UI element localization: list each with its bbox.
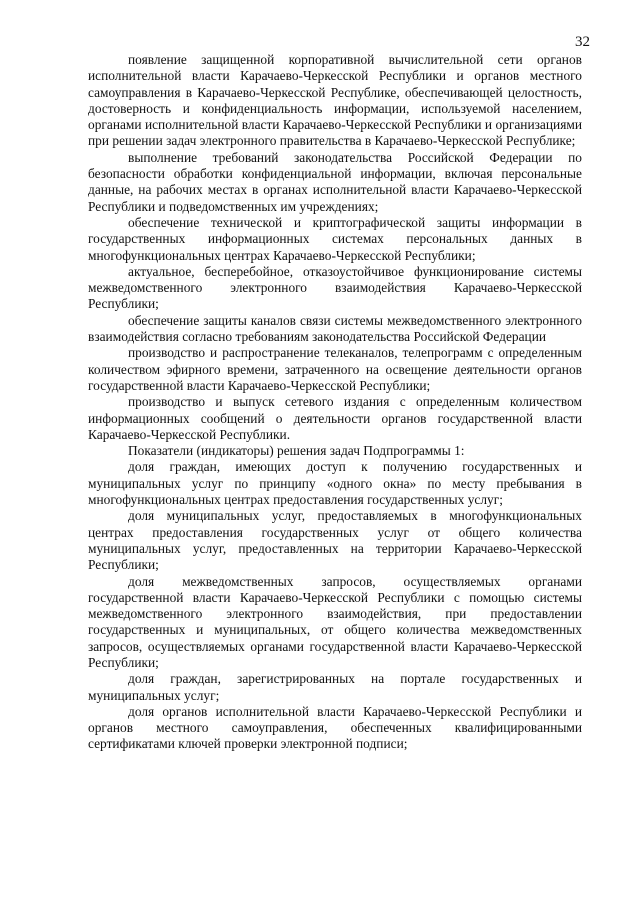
document-body [88, 52, 582, 753]
paragraph: доля граждан, зарегистрированных на портале государственных и муниципальных услуг; [88, 671, 582, 703]
paragraph: обеспечение технической и криптографической защиты информации в государственных информационных системах персональных данных в многофункциональных центрах Карачаево-Черкесской Республики; [88, 214, 582, 263]
paragraph: выполнение требований законодательства Российской Федерации по безопасности обработки конфиденциальной информации, включая персональные данные, на рабочих местах в органах исполнительной власти Карачаево-Черкесской Республики и подведомственных им учреждениях; [88, 149, 582, 214]
paragraph: доля муниципальных услуг, предоставляемых в многофункциональных центрах предоставления государственных услуг от общего количества муниципальных услуг, предоставленных на территории Карачаево-Черкесской Республики; [88, 508, 582, 573]
paragraph: производство и выпуск сетевого издания с определенным количеством информационных сообщений о деятельности органов государственной власти Карачаево-Черкесской Республики. [88, 394, 582, 442]
paragraph: появление защищенной корпоративной вычислительной сети органов исполнительной власти Карачаево-Черкесской Республики и органов местного самоуправления в Карачаево-Черкесской Республике, обеспечивающей целостность, достоверность и конфиденциальность информации, используемой населением, органами исполнительной власти Карачаево-Черкесской Республики и организациями при решении задач электронного правительства в Карачаево-Черкесской Республике; [88, 52, 582, 149]
paragraph: доля межведомственных запросов, осуществляемых органами государственной власти Карачаево-Черкесской Республики с помощью системы межведомственного электронного взаимодействия, при предоставлении государственных и муниципальных, от общего количества межведомственных запросов, осуществляемых органами государственной власти Карачаево-Черкесской Республики; [88, 573, 582, 670]
page-number: 32 [575, 34, 590, 50]
paragraph: производство и распространение телеканалов, телепрограмм с определенным количеством эфирного времени, затраченного на освещение деятельности органов государственной власти Карачаево-Черкесской Республики; [88, 345, 582, 393]
paragraph: актуальное, бесперебойное, отказоустойчивое функционирование системы межведомственного электронного взаимодействия Карачаево-Черкесской Республики; [88, 263, 582, 312]
paragraph: доля органов исполнительной власти Карачаево-Черкесской Республики и органов местного самоуправления, обеспеченных квалифицированными сертификатами ключей проверки электронной подписи; [88, 703, 582, 752]
paragraph: обеспечение защиты каналов связи системы межведомственного электронного взаимодействия согласно требованиям законодательства Российской Федерации [88, 312, 582, 345]
section-heading: Показатели (индикаторы) решения задач Подпрограммы 1: [128, 443, 465, 459]
paragraph: доля граждан, имеющих доступ к получению государственных и муниципальных услуг по принципу «одного окна» по месту пребывания в многофункциональных центрах предоставления государственных услуг; [88, 459, 582, 508]
